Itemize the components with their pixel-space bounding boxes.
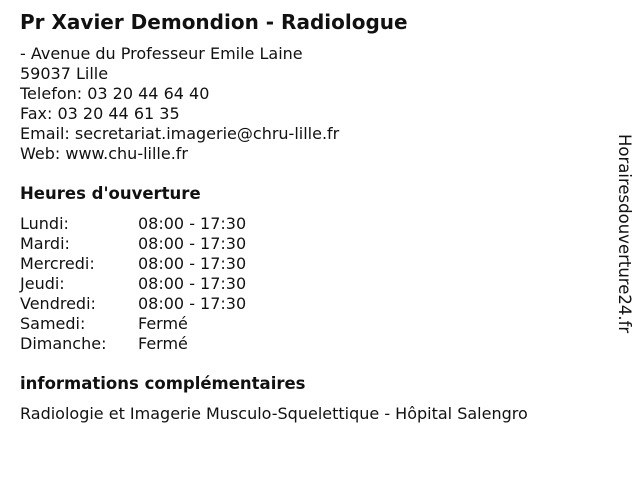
day-hours: 08:00 - 17:30 xyxy=(138,254,247,273)
phone-line xyxy=(20,84,339,104)
hours-row xyxy=(20,254,320,274)
fax-line xyxy=(20,104,339,124)
email-line xyxy=(20,124,339,144)
page-title: Pr Xavier Demondion - Radiologue xyxy=(20,10,408,34)
hours-row xyxy=(20,314,320,334)
fax-label: Fax: xyxy=(20,104,58,123)
opening-hours-heading: Heures d'ouverture xyxy=(20,184,201,203)
street-address: - Avenue du Professeur Emile Laine xyxy=(20,44,303,63)
city: 59037 Lille xyxy=(20,64,109,83)
site-watermark: Horairesdouverture24.fr xyxy=(615,134,634,334)
day-hours: Fermé xyxy=(138,314,188,333)
additional-info-heading: informations complémentaires xyxy=(20,374,306,393)
hours-row xyxy=(20,234,320,254)
day-label: Vendredi: xyxy=(20,294,96,313)
web-line xyxy=(20,144,339,164)
phone-link[interactable]: 03 20 44 64 40 xyxy=(87,84,210,103)
hours-row xyxy=(20,274,320,294)
web-label: Web: xyxy=(20,144,66,163)
day-label: Lundi: xyxy=(20,214,69,233)
day-hours: 08:00 - 17:30 xyxy=(138,274,247,293)
fax-number: 03 20 44 61 35 xyxy=(57,104,180,123)
hours-row xyxy=(20,334,320,354)
day-hours: 08:00 - 17:30 xyxy=(138,234,247,253)
email-link[interactable]: secretariat.imagerie@chru-lille.fr xyxy=(74,124,340,143)
address-block xyxy=(20,44,339,164)
day-label: Dimanche: xyxy=(20,334,107,353)
day-hours: Fermé xyxy=(138,334,188,353)
day-hours: 08:00 - 17:30 xyxy=(138,214,247,233)
phone-label: Telefon: xyxy=(20,84,88,103)
day-label: Mercredi: xyxy=(20,254,95,273)
email-label: Email: xyxy=(20,124,75,143)
additional-info-text: Radiologie et Imagerie Musculo-Squelettique - Hôpital Salengro xyxy=(20,404,528,423)
day-label: Samedi: xyxy=(20,314,86,333)
day-label: Mardi: xyxy=(20,234,70,253)
day-label: Jeudi: xyxy=(20,274,65,293)
hours-row xyxy=(20,214,320,234)
hours-row xyxy=(20,294,320,314)
opening-hours-list xyxy=(20,214,320,354)
day-hours: 08:00 - 17:30 xyxy=(138,294,247,313)
web-link[interactable]: www.chu-lille.fr xyxy=(65,144,189,163)
